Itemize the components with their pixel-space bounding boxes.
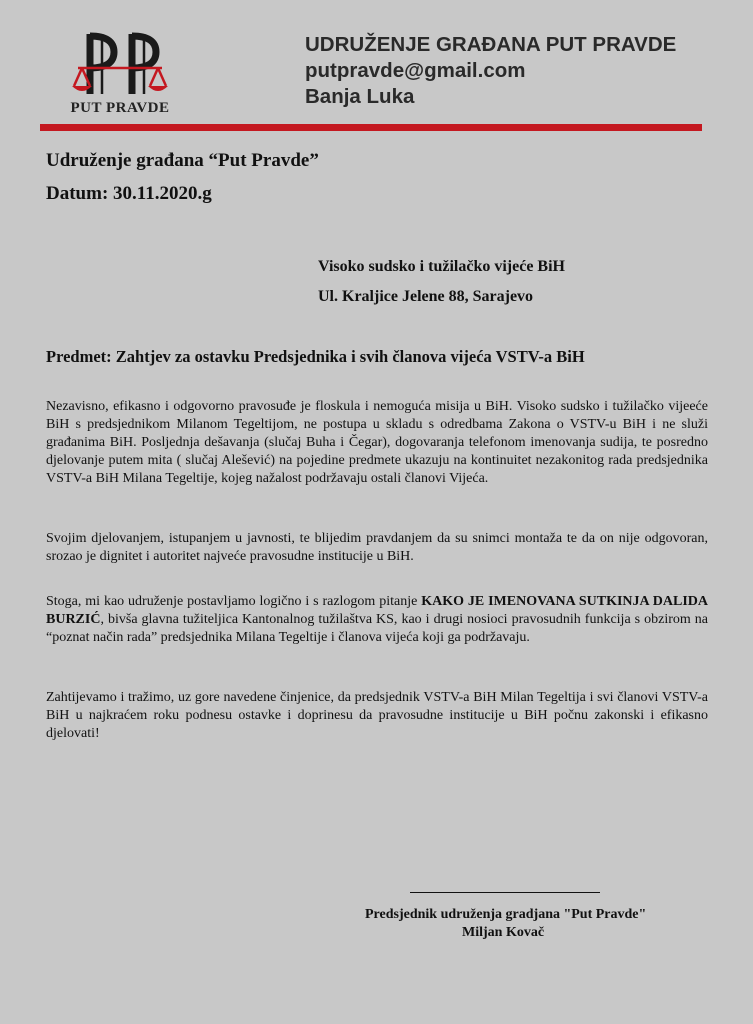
organization-logo (62, 28, 178, 124)
signatory-name: Miljan Kovač (462, 925, 545, 940)
paragraph-3-highlight: KAKO JE IMENOVANA SUTKINJA DALIDA BURZIĆ (46, 594, 708, 627)
body-paragraph-2: Svojim djelovanjem, istupanjem u javnosti, te blijedim pravdanjem da su snimci montaža te da on nije odgovoran, srozao je dignitet i autoritet najveće pravosudne institucije u BiH. (46, 531, 708, 564)
signature-line (410, 892, 600, 893)
sender-organization: Udruženje građana “Put Pravde” (46, 150, 319, 171)
body-paragraph-3 (46, 593, 708, 647)
paragraph-3-intro: Stoga, mi kao udruženje postavljamo logično i s razlogom pitanje (46, 594, 422, 609)
scales-of-justice-icon (62, 28, 178, 104)
letter-date: Datum: 30.11.2020.g (46, 183, 212, 204)
body-paragraph-4: Zahtijevamo i tražimo, uz gore navedene činjenice, da predsjednik VSTV-a BiH Milan Tegeltija i svi članovi VSTV-a BiH u najkraćem roku podnesu ostavke i doprinesu da pravosudne institucije u BiH počnu zakonski i efikasno djelovati! (46, 690, 708, 741)
organization-email: putpravde@gmail.com (305, 59, 526, 82)
logo-text: PUT PRAVDE (70, 100, 170, 116)
body-paragraph-1: Nezavisno, efikasno i odgovorno pravosuđe je floskula i nemoguća misija u BiH. Visoko sudsko i tužilačko vijeeće BiH s predsjednikom Milanom Tegeltijom, ne postupa u skladu s odredbama Zakona o VSTV-u BiH i ne služi građanima BiH. Posljednja dešavanja (slučaj Buha i Čegar), dogovaranja telefonom imenovanja sudija, te posredno djelovanje putem mita ( slučaj Alešević) na pojedine predmete ukazuju na kontinuitet nezakonitog rada predsjednika VSTV-a BiH Milana Tegeltije, kojeg nažalost podržavaju ostali članovi Vijeća. (46, 399, 708, 486)
signatory-title: Predsjednik udruženja gradjana "Put Pravde" (365, 907, 647, 922)
recipient-address: Ul. Kraljice Jelene 88, Sarajevo (318, 288, 534, 305)
letter-subject: Predmet: Zahtjev za ostavku Predsjednika i svih članova vijeća VSTV-a BiH (46, 347, 585, 366)
paragraph-3-rest: , bivša glavna tužiteljica Kantonalnog tužilaštva KS, kao i drugi nosioci pravosudnih funkcija s obzirom na “poznat način rada” predsjednika Milana Tegeltije i članova vijeća koji ga podržavaju. (46, 612, 708, 645)
letterhead-divider (40, 124, 702, 131)
organization-name: UDRUŽENJE GRAĐANA PUT PRAVDE (305, 33, 677, 56)
recipient-name: Visoko sudsko i tužilačko vijeće BiH (318, 258, 565, 275)
letterhead (305, 32, 676, 110)
organization-city: Banja Luka (305, 85, 415, 108)
